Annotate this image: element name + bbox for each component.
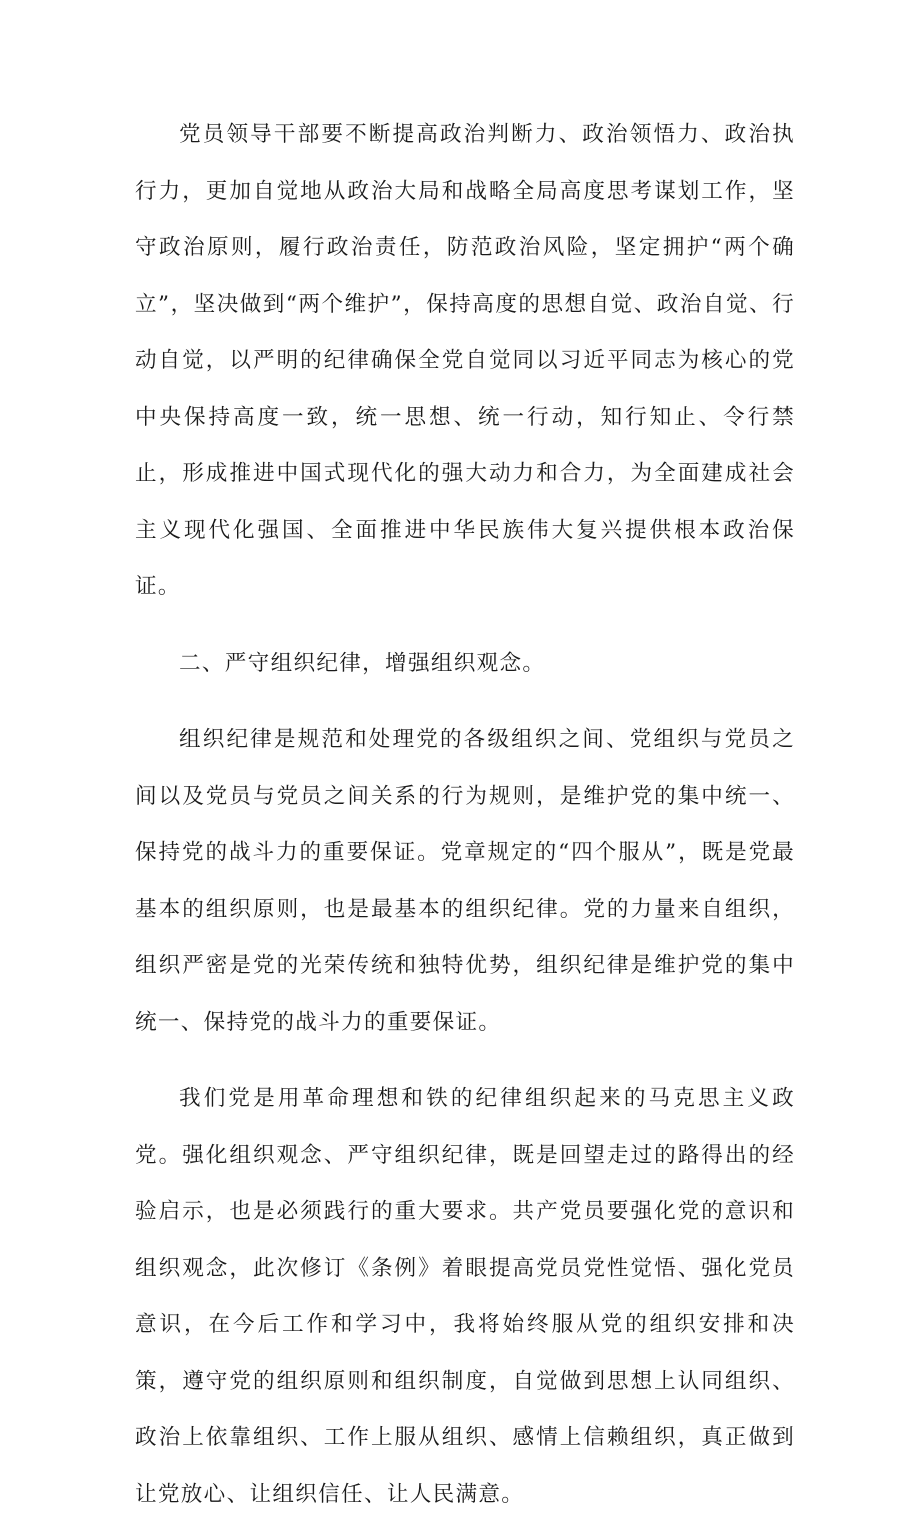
section-heading: 二、严守组织纪律，增强组织观念。 — [179, 650, 546, 676]
body-paragraph: 党员领导干部要不断提高政治判断力、政治领悟力、政治执行力，更加自觉地从政治大局和战略全局高度思考谋划工作，坚守政治原则，履行政治责任，防范政治风险，坚定拥护“两个确立”，坚决做到“两个维护”，保持高度的思想自觉、政治自觉、行动自觉，以严明的纪律确保全党自觉同以习近平同志为核心的党中央保持高度一致，统一思想、统一行动，知行知止、令行禁止，形成推进中国式现代化的强大动力和合力，为全面建成社会主义现代化强国、全面推进中华民族伟大复兴提供根本政治保证。 — [135, 122, 795, 599]
body-paragraph: 我们党是用革命理想和铁的纪律组织起来的马克思主义政党。强化组织观念、严守组织纪律，既是回望走过的路得出的经验启示，也是必须践行的重大要求。共产党员要强化党的意识和组织观念，此次修订《条例》着眼提高党员党性觉悟、强化党员意识，在今后工作和学习中，我将始终服从党的组织安排和决策，遵守党的组织原则和组织制度，自觉做到思想上认同组织、政治上依靠组织、工作上服从组织、感情上信赖组织，真正做到让党放心、让组织信任、让人民满意。 — [135, 1086, 795, 1507]
body-paragraph: 组织纪律是规范和处理党的各级组织之间、党组织与党员之间以及党员与党员之间关系的行为规则，是维护党的集中统一、保持党的战斗力的重要保证。党章规定的“四个服从”，既是党最基本的组织原则，也是最基本的组织纪律。党的力量来自组织，组织严密是党的光荣传统和独特优势，组织纪律是维护党的集中统一、保持党的战斗力的重要保证。 — [135, 727, 795, 1035]
document-page — [135, 107, 795, 1523]
